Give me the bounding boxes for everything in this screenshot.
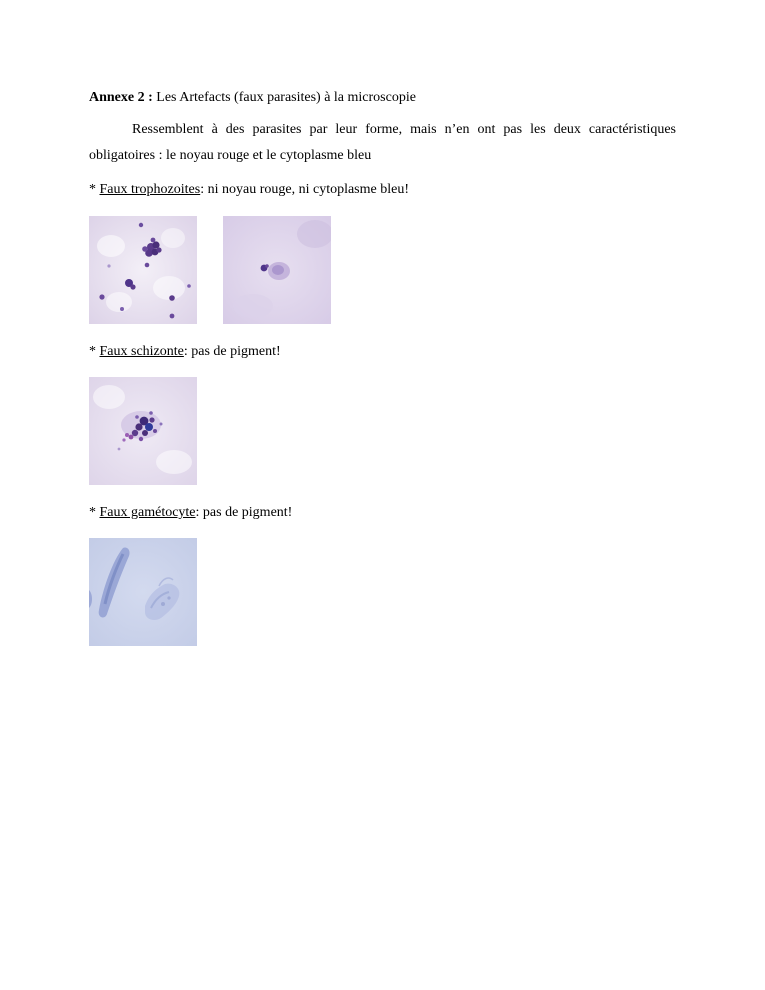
section-bullet: * [89, 344, 100, 359]
section-description: : ni noyau rouge, ni cytoplasme bleu! [200, 182, 410, 197]
annex-title-label: Annexe 2 : [89, 90, 153, 105]
section-term: Faux gamétocyte [99, 505, 196, 520]
annex-title-text: Les Artefacts (faux parasites) à la microscopie [152, 90, 416, 105]
micrograph-faux-gametocyte-image [89, 538, 197, 646]
annex-title [89, 89, 416, 107]
section-bullet: * [89, 182, 100, 197]
section-bullet: * [89, 505, 100, 520]
micrograph-faux-trophozoites-2 [223, 216, 331, 324]
section-faux-gametocyte [89, 504, 292, 522]
micrograph-faux-schizonte [89, 377, 197, 485]
micrograph-faux-trophozoites-1-image [89, 216, 197, 324]
section-term: Faux schizonte [99, 344, 184, 359]
micrograph-faux-trophozoites-2-image [223, 216, 331, 324]
intro-paragraph: Ressemblent à des parasites par leur forme, mais n’en ont pas les deux caractéristiques obligatoires : le noyau rouge et le cytoplasme bleu [89, 122, 676, 163]
section-description: : pas de pigment! [195, 505, 293, 520]
section-faux-trophozoites [89, 181, 409, 199]
micrograph-faux-trophozoites-1 [89, 216, 197, 324]
micrograph-faux-schizonte-image [89, 377, 197, 485]
section-term: Faux trophozoites [99, 182, 201, 197]
micrograph-faux-gametocyte [89, 538, 197, 646]
section-faux-schizonte [89, 343, 281, 361]
section-description: : pas de pigment! [183, 344, 281, 359]
